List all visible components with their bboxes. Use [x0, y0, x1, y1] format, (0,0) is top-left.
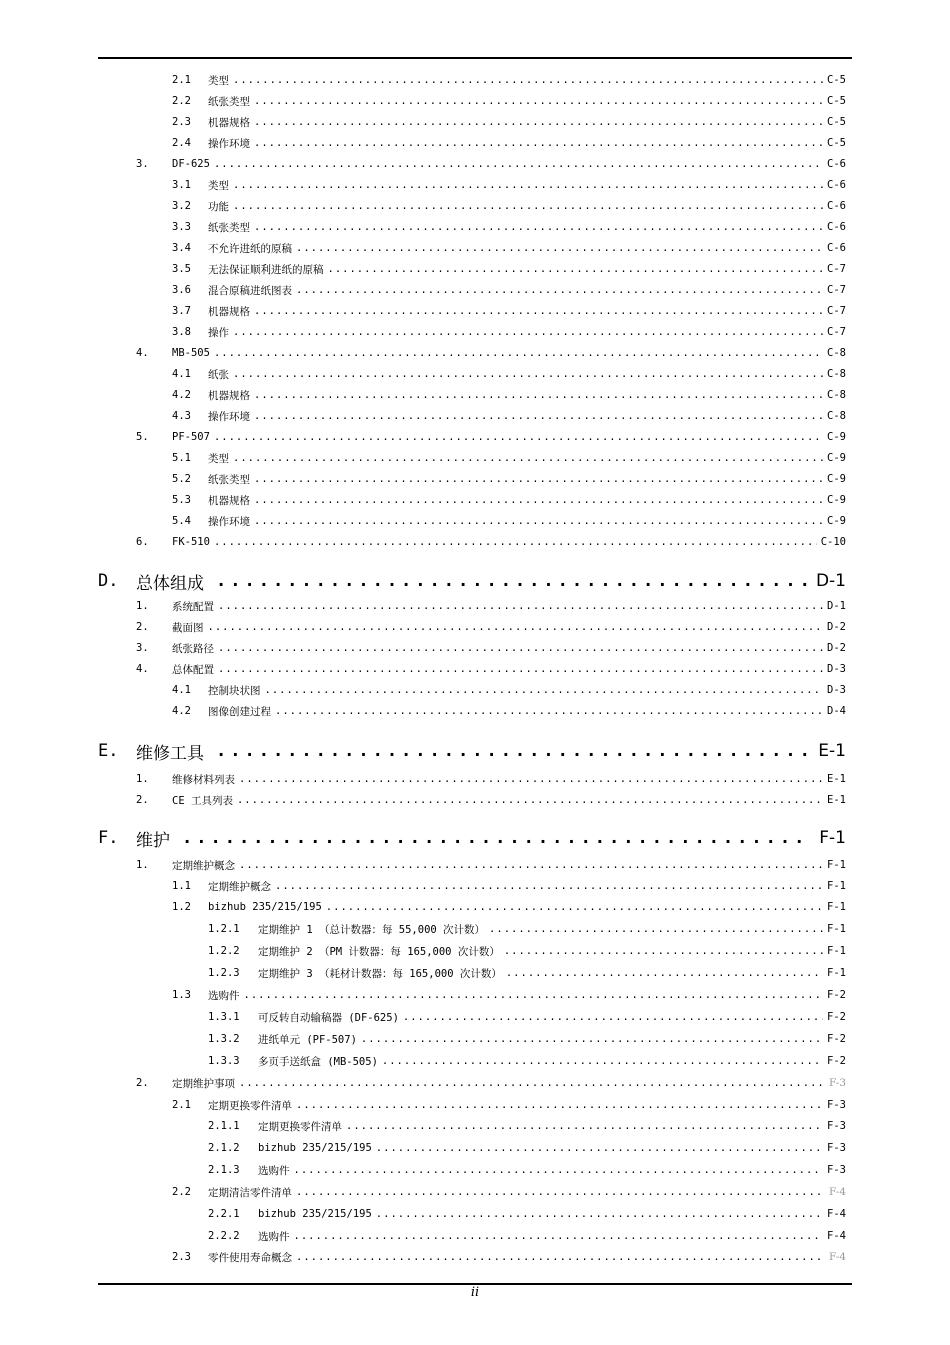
- toc-leader-dots: [296, 284, 823, 296]
- toc-leader-dots: [254, 473, 823, 485]
- toc-title: 操作: [208, 326, 229, 339]
- toc-number: 2.1.1: [208, 1120, 240, 1132]
- page-number: ii: [470, 1285, 480, 1300]
- toc-entry[interactable]: [136, 792, 846, 808]
- toc-title: 定期维护 3 （耗材计数器：每 165,000 次计数）: [258, 967, 502, 980]
- toc-number: 1.3.3: [208, 1055, 240, 1067]
- toc-entry[interactable]: [172, 93, 846, 109]
- toc-entry[interactable]: [172, 303, 846, 319]
- toc-title: 操作环境: [208, 515, 250, 528]
- toc-entry[interactable]: [172, 387, 846, 403]
- toc-entry[interactable]: [172, 114, 846, 130]
- toc-entry[interactable]: [172, 240, 846, 256]
- toc-title: 纸张类型: [208, 95, 250, 108]
- toc-entry[interactable]: [172, 408, 846, 424]
- toc-title: 定期维护 1 （总计数器：每 55,000 次计数）: [258, 923, 486, 936]
- toc-page: F-1: [827, 880, 846, 892]
- toc-leader-dots: [294, 1164, 824, 1176]
- toc-leader-dots: [296, 1099, 823, 1111]
- toc-page: F-2: [827, 1011, 846, 1023]
- toc-title: 机器规格: [208, 116, 250, 129]
- toc-page: C-6: [827, 158, 846, 170]
- toc-leader-dots: [275, 705, 823, 717]
- toc-entry[interactable]: [136, 661, 846, 677]
- toc-page: E-1: [827, 794, 846, 806]
- toc-leader-dots: [254, 305, 823, 317]
- toc-title: 选购件: [208, 989, 240, 1002]
- toc-number: 1.1: [172, 880, 191, 892]
- toc-number: 3.2: [172, 200, 191, 212]
- toc-entry[interactable]: [172, 878, 846, 894]
- toc-number: E.: [98, 741, 119, 761]
- toc-title: 维修材料列表: [172, 773, 235, 786]
- toc-title: 进纸单元 (PF-507): [258, 1033, 357, 1046]
- toc-leader-dots: [214, 158, 823, 170]
- toc-number: 5.1: [172, 452, 191, 464]
- toc-leader-dots: [296, 1186, 825, 1198]
- toc-page: F-4: [827, 1230, 846, 1242]
- toc-page: F-1: [827, 923, 846, 935]
- toc-leader-dots: [233, 200, 823, 212]
- toc-leader-dots: [346, 1120, 823, 1132]
- toc-number: 5.2: [172, 473, 191, 485]
- toc-entry[interactable]: [172, 366, 846, 382]
- toc-title: 纸张类型: [208, 221, 250, 234]
- toc-page: F-3: [827, 1142, 846, 1154]
- toc-title: bizhub 235/215/195: [208, 901, 322, 913]
- toc-leader-dots: [506, 967, 823, 979]
- toc-page: C-9: [827, 431, 846, 443]
- toc-title: DF-625: [172, 158, 210, 170]
- toc-title: 混合原稿进纸图表: [208, 284, 292, 297]
- toc-title: 定期更换零件清单: [258, 1120, 342, 1133]
- toc-section[interactable]: [98, 739, 846, 763]
- toc-leader-dots: [296, 1251, 825, 1263]
- toc-entry[interactable]: [172, 513, 846, 529]
- toc-title: MB-505: [172, 347, 210, 359]
- toc-title: FK-510: [172, 536, 210, 548]
- toc-title: bizhub 235/215/195: [258, 1142, 372, 1154]
- toc-title: 类型: [208, 74, 229, 87]
- toc-page: F-1: [827, 945, 846, 957]
- toc-page: F-3: [827, 1164, 846, 1176]
- toc-leader-dots: [233, 452, 823, 464]
- toc-title: 定期更换零件清单: [208, 1099, 292, 1112]
- toc-leader-dots: [382, 1055, 823, 1067]
- toc-page: C-9: [827, 473, 846, 485]
- toc-section[interactable]: [98, 569, 846, 593]
- toc-title: 功能: [208, 200, 229, 213]
- toc-entry[interactable]: [136, 640, 846, 656]
- toc-page: F-2: [827, 989, 846, 1001]
- toc-title: 纸张: [208, 368, 229, 381]
- toc-title: 总体组成: [136, 573, 204, 593]
- toc-page: D-3: [827, 663, 846, 675]
- toc-title: 选购件: [258, 1230, 290, 1243]
- toc-page: C-7: [827, 326, 846, 338]
- toc-number: 2.1: [172, 74, 191, 86]
- toc-number: 2.: [136, 621, 149, 633]
- toc-section[interactable]: [98, 826, 846, 850]
- toc-entry[interactable]: [136, 857, 846, 873]
- toc-number: 3.7: [172, 305, 191, 317]
- toc-entry[interactable]: [172, 324, 846, 340]
- toc-leader-dots: [254, 221, 823, 233]
- toc-number: 3.3: [172, 221, 191, 233]
- toc-entry[interactable]: [172, 703, 846, 719]
- toc-title: 定期维护 2 （PM 计数器：每 165,000 次计数）: [258, 945, 500, 958]
- toc-page: C-9: [827, 452, 846, 464]
- toc-number: 2.1: [172, 1099, 191, 1111]
- toc-leader-dots: [254, 515, 823, 527]
- toc-number: 2.: [136, 794, 149, 806]
- toc-entry[interactable]: [208, 965, 846, 981]
- toc-number: D.: [98, 571, 119, 591]
- toc-number: 1.: [136, 773, 149, 785]
- toc-number: 4.2: [172, 389, 191, 401]
- toc-page: D-2: [827, 642, 846, 654]
- toc-leader-dots: [218, 663, 823, 675]
- toc-leader-dots: [265, 684, 824, 696]
- toc-number: 2.: [136, 1077, 149, 1089]
- toc-page: C-10: [820, 536, 846, 548]
- toc-entry[interactable]: [208, 1009, 846, 1025]
- toc-title: PF-507: [172, 431, 210, 443]
- toc-entry[interactable]: [172, 1097, 846, 1113]
- toc-title: 定期维护概念: [172, 859, 235, 872]
- toc-leader-dots: [239, 1077, 825, 1089]
- toc-number: 1.3.1: [208, 1011, 240, 1023]
- toc-page: F-4: [827, 1208, 846, 1220]
- toc-title: 无法保证顺利进纸的原稿: [208, 263, 324, 276]
- toc-title: 操作环境: [208, 410, 250, 423]
- toc-page: F-1: [819, 828, 846, 848]
- toc-leader-dots: [214, 536, 817, 548]
- toc-page: C-5: [827, 95, 846, 107]
- toc-entry[interactable]: [136, 534, 846, 550]
- toc-title: 纸张类型: [208, 473, 250, 486]
- toc-number: 1.3.2: [208, 1033, 240, 1045]
- toc-entry[interactable]: [208, 1031, 846, 1047]
- toc-title: bizhub 235/215/195: [258, 1208, 372, 1220]
- toc-title: 选购件: [258, 1164, 290, 1177]
- toc-page: C-6: [827, 242, 846, 254]
- toc-leader-dots: [296, 242, 823, 254]
- toc-leader-dots: [254, 137, 823, 149]
- toc-number: 3.5: [172, 263, 191, 275]
- toc-title: 可反转自动输稿器 (DF-625): [258, 1011, 399, 1024]
- toc-page: E-1: [818, 741, 846, 761]
- toc-title: 维修工具: [136, 743, 204, 763]
- toc-page: C-9: [827, 494, 846, 506]
- toc-page: D-3: [827, 684, 846, 696]
- toc-leader-dots: [254, 95, 823, 107]
- toc-leader-dots: [275, 880, 823, 892]
- toc-page: C-6: [827, 200, 846, 212]
- toc-number: 1.: [136, 600, 149, 612]
- toc-number: 4.: [136, 663, 149, 675]
- toc-entry[interactable]: [172, 198, 846, 214]
- toc-entry[interactable]: [172, 261, 846, 277]
- toc-entry[interactable]: [172, 899, 846, 915]
- toc-entry[interactable]: [136, 1075, 846, 1091]
- toc-leader-dots: [218, 642, 823, 654]
- toc-title: 图像创建过程: [208, 705, 271, 718]
- toc-entry[interactable]: [208, 1162, 846, 1178]
- toc-leader-dots: [233, 368, 823, 380]
- toc-number: 1.2: [172, 901, 191, 913]
- toc-page: F-3: [827, 1099, 846, 1111]
- toc-page: F-4: [828, 1186, 846, 1198]
- toc-number: 3.1: [172, 179, 191, 191]
- toc-title: 类型: [208, 452, 229, 465]
- toc-number: 1.2.2: [208, 945, 240, 957]
- toc-entry[interactable]: [208, 1053, 846, 1069]
- toc-page: C-8: [827, 410, 846, 422]
- toc-entry[interactable]: [208, 943, 846, 959]
- toc-entry[interactable]: [208, 1206, 846, 1222]
- toc-number: 1.2.1: [208, 923, 240, 935]
- toc-number: 3.6: [172, 284, 191, 296]
- toc-leader-dots: [233, 74, 823, 86]
- toc-entry[interactable]: [136, 771, 846, 787]
- toc-leader-dots: [218, 600, 823, 612]
- toc-number: 4.3: [172, 410, 191, 422]
- toc-leader-dots: [214, 431, 823, 443]
- toc-entry[interactable]: [172, 72, 846, 88]
- toc-title: 定期维护事项: [172, 1077, 235, 1090]
- toc-number: 2.1.3: [208, 1164, 240, 1176]
- toc-entry[interactable]: [172, 1249, 846, 1265]
- toc-number: 3.: [136, 642, 149, 654]
- toc-leader-dots: [294, 1230, 824, 1242]
- toc-entry[interactable]: [172, 492, 846, 508]
- toc-leader-dots: [376, 1208, 823, 1220]
- toc-number: 2.3: [172, 1251, 191, 1263]
- toc-page: D-1: [827, 600, 846, 612]
- toc-number: 2.2: [172, 95, 191, 107]
- toc-entry[interactable]: [208, 1140, 846, 1156]
- toc-number: 1.: [136, 859, 149, 871]
- toc-entry[interactable]: [172, 682, 846, 698]
- toc-page: C-5: [827, 137, 846, 149]
- toc-number: 2.2.2: [208, 1230, 240, 1242]
- toc-number: 5.3: [172, 494, 191, 506]
- toc-page: C-7: [827, 284, 846, 296]
- toc-leader-dots: [216, 741, 810, 761]
- toc-number: 5.: [136, 431, 149, 443]
- toc-page: F-2: [827, 1033, 846, 1045]
- toc-page: F-4: [828, 1251, 846, 1263]
- toc-title: 定期维护概念: [208, 880, 271, 893]
- toc-leader-dots: [244, 989, 824, 1001]
- toc-title: 类型: [208, 179, 229, 192]
- toc-leader-dots: [182, 828, 811, 848]
- toc-entry[interactable]: [172, 450, 846, 466]
- toc-leader-dots: [214, 347, 823, 359]
- toc-number: 3.8: [172, 326, 191, 338]
- toc-number: 4.1: [172, 684, 191, 696]
- toc-entry[interactable]: [208, 1228, 846, 1244]
- toc-leader-dots: [239, 773, 823, 785]
- toc-title: 不允许进纸的原稿: [208, 242, 292, 255]
- toc-page: C-8: [827, 347, 846, 359]
- toc-number: 1.2.3: [208, 967, 240, 979]
- toc-page: C-8: [827, 368, 846, 380]
- toc-leader-dots: [237, 794, 823, 806]
- toc-leader-dots: [504, 945, 823, 957]
- toc-leader-dots: [239, 859, 823, 871]
- toc-page: F-1: [827, 859, 846, 871]
- toc-page: C-5: [827, 74, 846, 86]
- toc-leader-dots: [254, 116, 823, 128]
- toc-number: 2.2.1: [208, 1208, 240, 1220]
- toc-number: 6.: [136, 536, 149, 548]
- toc-entry[interactable]: [172, 282, 846, 298]
- toc-page: D-2: [827, 621, 846, 633]
- toc-page: F-3: [828, 1077, 846, 1089]
- toc-entry[interactable]: [136, 345, 846, 361]
- toc-title: 纸张路径: [172, 642, 214, 655]
- toc-title: 多页手送纸盒 (MB-505): [258, 1055, 378, 1068]
- toc-entry[interactable]: [136, 598, 846, 614]
- toc-leader-dots: [254, 494, 823, 506]
- toc-number: 4.2: [172, 705, 191, 717]
- toc-leader-dots: [216, 571, 808, 591]
- toc-page: D-1: [815, 571, 846, 591]
- toc-page: C-8: [827, 389, 846, 401]
- toc-page: C-7: [827, 263, 846, 275]
- toc-page: F-1: [827, 901, 846, 913]
- toc-number: 2.3: [172, 116, 191, 128]
- toc-title: 零件使用寿命概念: [208, 1251, 292, 1264]
- toc-number: 4.1: [172, 368, 191, 380]
- toc-title: 机器规格: [208, 305, 250, 318]
- toc-number: 3.4: [172, 242, 191, 254]
- toc-entry[interactable]: [172, 135, 846, 151]
- toc-leader-dots: [208, 621, 824, 633]
- toc-leader-dots: [233, 179, 823, 191]
- toc-title: 操作环境: [208, 137, 250, 150]
- toc-title: 系统配置: [172, 600, 214, 613]
- toc-entry[interactable]: [172, 219, 846, 235]
- toc-page: C-6: [827, 179, 846, 191]
- toc-title: 维护: [136, 830, 170, 850]
- toc-leader-dots: [233, 326, 823, 338]
- toc-title: 截面图: [172, 621, 204, 634]
- toc-entry[interactable]: [172, 471, 846, 487]
- toc-title: 定期清洁零件清单: [208, 1186, 292, 1199]
- toc-title: 总体配置: [172, 663, 214, 676]
- toc-leader-dots: [376, 1142, 823, 1154]
- toc-number: 2.2: [172, 1186, 191, 1198]
- toc-entry[interactable]: [136, 156, 846, 172]
- toc-title: 机器规格: [208, 389, 250, 402]
- toc-number: 2.1.2: [208, 1142, 240, 1154]
- toc-number: 4.: [136, 347, 149, 359]
- toc-title: 机器规格: [208, 494, 250, 507]
- toc-number: 3.: [136, 158, 149, 170]
- toc-leader-dots: [254, 410, 823, 422]
- toc-page: C-6: [827, 221, 846, 233]
- toc-entry[interactable]: [208, 921, 846, 937]
- toc-number: 2.4: [172, 137, 191, 149]
- toc-entry[interactable]: [172, 1184, 846, 1200]
- toc-page: C-5: [827, 116, 846, 128]
- toc-entry[interactable]: [136, 619, 846, 635]
- toc-leader-dots: [326, 901, 823, 913]
- toc-entry[interactable]: [136, 429, 846, 445]
- toc-page: C-7: [827, 305, 846, 317]
- toc-page: F-3: [827, 1120, 846, 1132]
- toc-title: 控制块状图: [208, 684, 261, 697]
- toc-number: F.: [98, 828, 119, 848]
- toc-leader-dots: [403, 1011, 823, 1023]
- toc-entry[interactable]: [208, 1118, 846, 1134]
- toc-page: F-2: [827, 1055, 846, 1067]
- toc-leader-dots: [254, 389, 823, 401]
- toc-title: CE 工具列表: [172, 794, 233, 807]
- toc-number: 1.3: [172, 989, 191, 1001]
- toc-leader-dots: [328, 263, 824, 275]
- toc-entry[interactable]: [172, 177, 846, 193]
- toc-page: C-9: [827, 515, 846, 527]
- toc-number: 5.4: [172, 515, 191, 527]
- toc-page: D-4: [827, 705, 846, 717]
- toc-leader-dots: [489, 923, 823, 935]
- toc-leader-dots: [361, 1033, 823, 1045]
- toc-page: E-1: [827, 773, 846, 785]
- toc-entry[interactable]: [172, 987, 846, 1003]
- toc-page: F-1: [827, 967, 846, 979]
